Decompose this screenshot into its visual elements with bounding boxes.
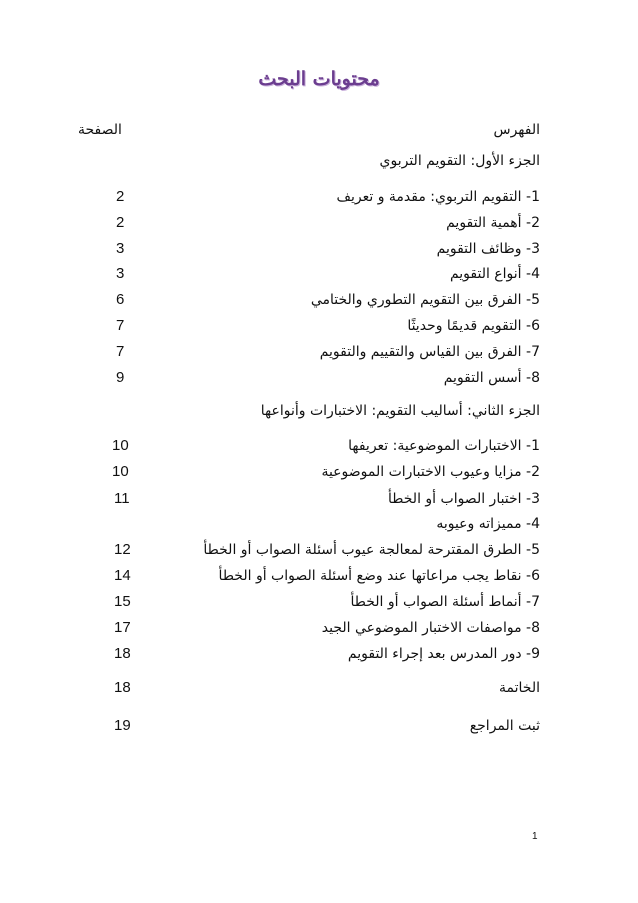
- toc-item: 1- الاختبارات الموضوعية: تعريفها: [348, 438, 540, 454]
- toc-item: 7- الفرق بين القياس والتقييم والتقويم: [319, 344, 540, 360]
- toc-item: 9- دور المدرس بعد إجراء التقويم: [347, 646, 540, 662]
- toc-page-number: 12: [114, 541, 131, 558]
- toc-item: 1- التقويم التربوي: مقدمة و تعريف: [336, 189, 540, 205]
- toc-page-number: 3: [116, 265, 125, 282]
- toc-item: 5- الفرق بين التقويم التطوري والختامي: [310, 292, 540, 308]
- toc-item: 6- التقويم قديمًا وحديثًا: [407, 318, 540, 334]
- toc-item: 4- أنواع التقويم: [449, 266, 540, 282]
- toc-page-number: 15: [114, 593, 131, 610]
- toc-item: 4- مميزاته وعيوبه: [436, 516, 540, 532]
- references-entry: ثبت المراجع: [469, 718, 540, 734]
- toc-item: 5- الطرق المقترحة لمعالجة عيوب أسئلة الصواب أو الخطأ: [203, 542, 540, 558]
- index-header: الفهرس: [493, 122, 540, 138]
- toc-page-number: 10: [112, 463, 129, 480]
- toc-page-number: 7: [116, 343, 125, 360]
- toc-item: 2- مزايا وعيوب الاختبارات الموضوعية: [321, 464, 540, 480]
- toc-page-number: 2: [116, 214, 125, 231]
- toc-page-number: 17: [114, 619, 131, 636]
- toc-page-number: 19: [114, 717, 131, 734]
- toc-page-number: 3: [116, 240, 125, 257]
- toc-item: 8- أسس التقويم: [443, 370, 540, 386]
- toc-page-number: 14: [114, 567, 131, 584]
- toc-item: 6- نقاط يجب مراعاتها عند وضع أسئلة الصواب أو الخطأ: [218, 568, 540, 584]
- toc-page-number: 11: [114, 490, 130, 507]
- toc-page-number: 18: [114, 679, 131, 696]
- toc-item: 3- وظائف التقويم: [436, 241, 540, 257]
- toc-item: 2- أهمية التقويم: [446, 215, 540, 231]
- toc-item: 8- مواصفات الاختبار الموضوعي الجيد: [321, 620, 540, 636]
- toc-page-number: 2: [116, 188, 125, 205]
- toc-page-number: 6: [116, 291, 125, 308]
- part2-heading: الجزء الثاني: أساليب التقويم: الاختبارات وأنواعها: [260, 403, 540, 419]
- page-title: محتويات البحث: [258, 68, 380, 90]
- part1-heading: الجزء الأول: التقويم التربوي: [379, 153, 540, 169]
- toc-page-number: 9: [116, 369, 125, 386]
- toc-page-number: 7: [116, 317, 125, 334]
- conclusion-entry: الخاتمة: [499, 680, 540, 696]
- toc-page-number: 18: [114, 645, 131, 662]
- toc-item: 7- أنماط أسئلة الصواب أو الخطأ: [350, 594, 540, 610]
- page-number: 1: [532, 831, 538, 842]
- toc-page-number: 10: [112, 437, 129, 454]
- page-column-header: الصفحة: [78, 122, 122, 138]
- toc-item: 3- اختبار الصواب أو الخطأ: [388, 491, 540, 507]
